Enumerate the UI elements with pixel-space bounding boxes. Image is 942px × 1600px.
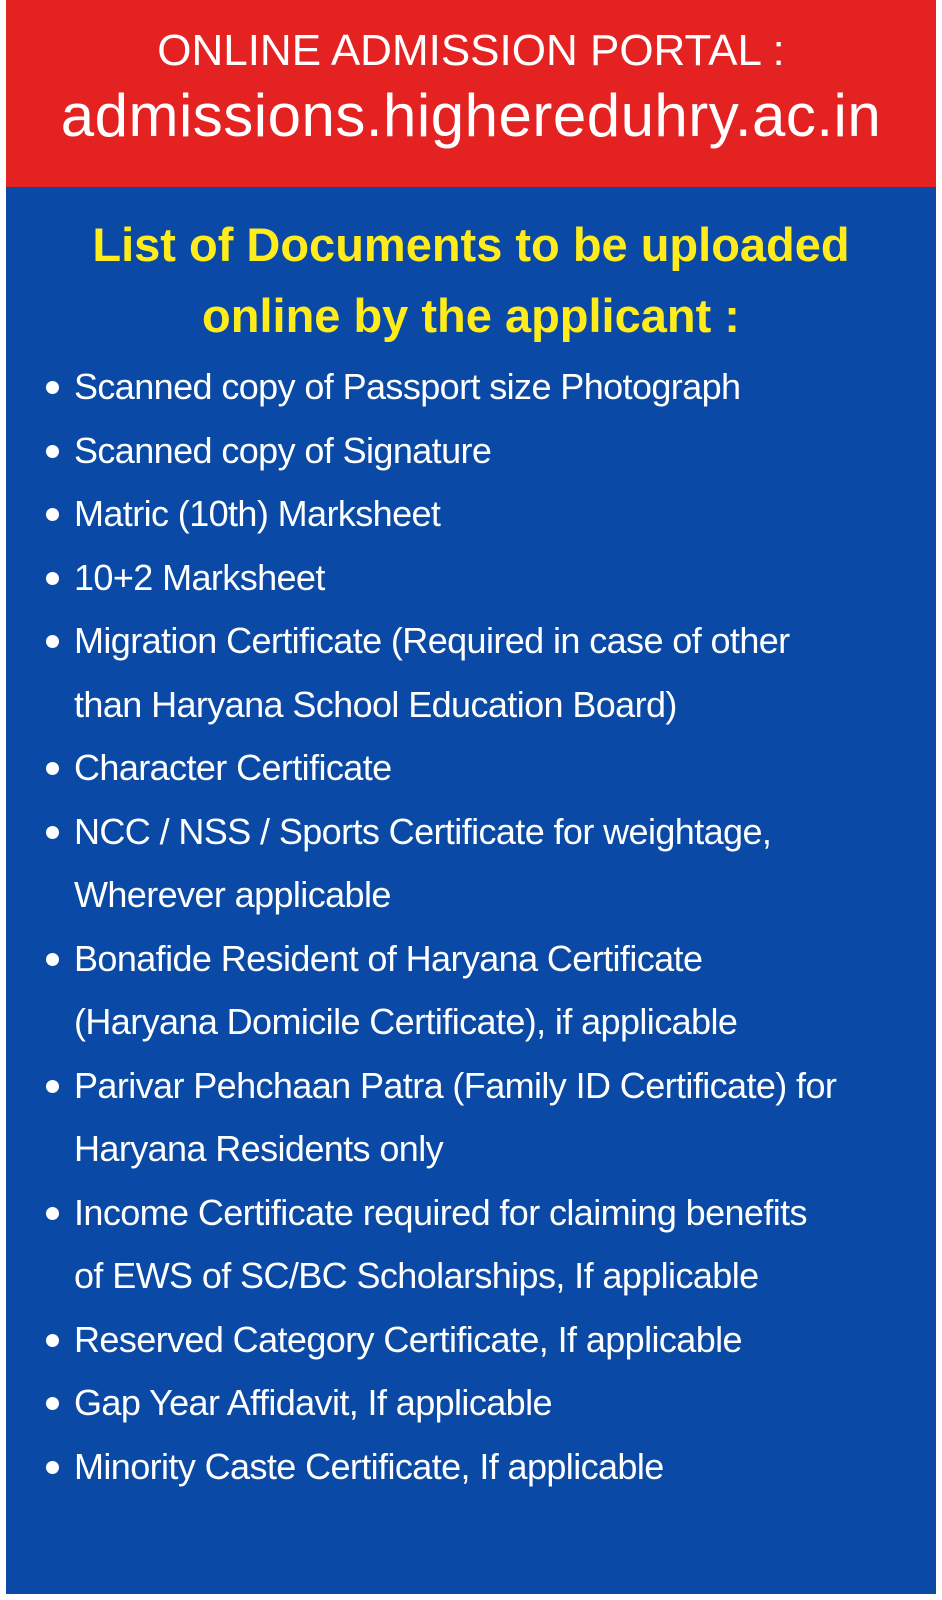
portal-title: ONLINE ADMISSION PORTAL : xyxy=(157,26,785,75)
list-item-text: Reserved Category Certificate, If applicable xyxy=(74,1318,742,1360)
list-item xyxy=(34,482,936,546)
list-item-text: 10+2 Marksheet xyxy=(74,556,325,598)
bullet-icon xyxy=(46,1461,59,1474)
documents-list xyxy=(6,355,936,1498)
list-item-text: Wherever applicable xyxy=(74,874,391,915)
bullet-icon xyxy=(46,762,59,775)
list-item xyxy=(34,355,936,419)
bullet-icon xyxy=(46,1080,59,1093)
list-item-text: Income Certificate required for claiming benefits xyxy=(74,1191,807,1233)
list-item xyxy=(34,800,936,927)
list-item xyxy=(34,1371,936,1435)
list-item xyxy=(34,546,936,610)
list-item xyxy=(34,1054,936,1181)
list-item-text: Haryana Residents only xyxy=(74,1128,444,1169)
list-item-text: Migration Certificate (Required in case of other xyxy=(74,620,790,661)
bullet-icon xyxy=(46,1207,59,1220)
list-item xyxy=(34,1308,936,1372)
list-item xyxy=(34,419,936,483)
list-item-text: Scanned copy of Passport size Photograph xyxy=(74,366,741,407)
bullet-icon xyxy=(46,572,59,585)
bullet-icon xyxy=(46,445,59,458)
list-item-text: (Haryana Domicile Certificate), if applicable xyxy=(74,1001,738,1042)
list-item xyxy=(34,1435,936,1499)
bullet-icon xyxy=(46,1334,59,1347)
list-item-text: Bonafide Resident of Haryana Certificate xyxy=(74,937,703,979)
list-item-text: Parivar Pehchaan Patra (Family ID Certificate) for xyxy=(74,1064,837,1106)
heading-line-1: List of Documents to be uploaded xyxy=(92,218,850,271)
bullet-icon xyxy=(46,1397,59,1410)
list-item-text: NCC / NSS / Sports Certificate for weightage, xyxy=(74,810,772,852)
bullet-icon xyxy=(46,381,59,394)
list-item-text: Minority Caste Certificate, If applicable xyxy=(74,1445,664,1487)
bullet-icon xyxy=(46,953,59,966)
list-item xyxy=(34,609,936,736)
list-item-text: Scanned copy of Signature xyxy=(74,429,492,471)
documents-heading xyxy=(6,209,936,351)
portal-banner xyxy=(6,0,936,187)
list-item-text: Gap Year Affidavit, If applicable xyxy=(74,1382,552,1423)
list-item-text: Character Certificate xyxy=(74,747,392,788)
portal-url[interactable]: admissions.highereduhry.ac.in xyxy=(60,82,882,149)
bullet-icon xyxy=(46,635,59,648)
list-item xyxy=(34,736,936,800)
list-item-text: Matric (10th) Marksheet xyxy=(74,493,441,534)
bullet-icon xyxy=(46,508,59,521)
bullet-icon xyxy=(46,826,59,839)
list-item xyxy=(34,1181,936,1308)
list-item-text: of EWS of SC/BC Scholarships, If applicable xyxy=(74,1255,759,1296)
heading-line-2: online by the applicant : xyxy=(202,289,740,342)
list-item-text: than Haryana School Education Board) xyxy=(74,683,677,725)
list-item xyxy=(34,927,936,1054)
